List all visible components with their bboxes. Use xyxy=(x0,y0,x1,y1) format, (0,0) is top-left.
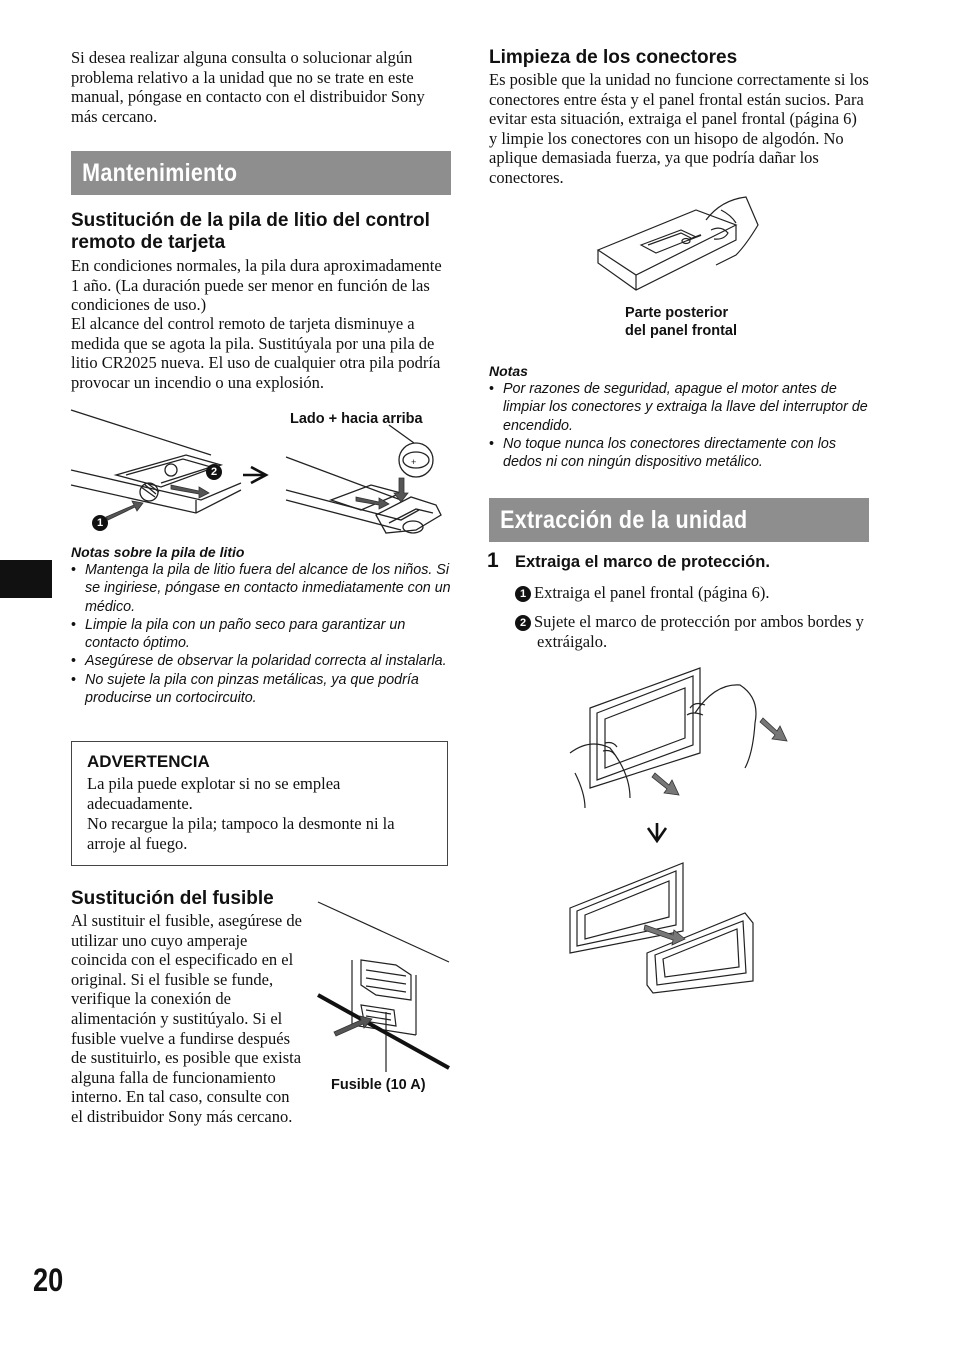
step-number: 1 xyxy=(487,549,499,572)
substep-2 xyxy=(515,612,892,651)
warning-line-1: La pila puede explotar si no se emplea adecuadamente. xyxy=(87,774,341,813)
list-item: • Limpie la pila con un paño seco para garantizar un contacto óptimo. xyxy=(71,616,456,653)
page-edge-tab xyxy=(0,560,52,598)
substep-2-text: Sujete el marco de protección por ambos bordes y extráigalo. xyxy=(534,612,864,651)
section-bar-mantenimiento xyxy=(71,151,451,195)
list-item: • Asegúrese de observar la polaridad correcta al instalarla. xyxy=(71,652,456,670)
warning-line-2: No recargue la pila; tampoco la desmonte ni la arroje al fuego. xyxy=(87,814,395,853)
list-item: • No toque nunca los conectores directamente con los dedos ni con ningún dispositivo metálico. xyxy=(489,435,874,472)
step1-marker: 1 xyxy=(92,514,111,532)
connectors-caption xyxy=(625,305,737,340)
battery-heading: Sustitución de la pila de litio del control remoto de tarjeta xyxy=(71,210,430,253)
fuse-heading: Sustitución del fusible xyxy=(71,888,274,909)
substep-2-marker: 2 xyxy=(515,615,531,631)
fuse-label: Fusible (10 A) xyxy=(331,1077,426,1093)
list-item: • No sujete la pila con pinzas metálicas, ya que podría producirse un cortocircuito. xyxy=(71,671,456,708)
list-item: • Por razones de seguridad, apague el motor antes de limpiar los conectores y extraiga la llave del interruptor de encendido. xyxy=(489,380,874,435)
section-title-extraction: Extracción de la unidad xyxy=(500,506,748,534)
svg-text:+: + xyxy=(411,457,417,467)
connectors-caption-line-1: Parte posterior xyxy=(625,305,729,321)
battery-notes-title: Notas sobre la pila de litio xyxy=(71,544,245,560)
step-title: Extraiga el marco de protección. xyxy=(515,553,770,571)
substep-1-marker: 1 xyxy=(515,586,531,602)
substep-1 xyxy=(515,583,870,603)
connectors-paragraph: Es posible que la unidad no funcione correctamente si los conectores entre ésta y el panel frontal están sucios. Para evitar esta situación, extraiga el panel frontal (página 6) y limpie los conectores con un hisopo de algodón. No aplique demasiada fuerza, ya que podría dañar los conectores. xyxy=(489,70,869,187)
battery-paragraph-2: El alcance del control remoto de tarjeta disminuye a medida que se agota la pila. Sustitúyala por una pila de litio CR2025 nueva. El uso de cualquier otra pila podría provocar un incendio o una explosión. xyxy=(71,314,441,392)
connectors-caption-line-2: del panel frontal xyxy=(625,322,737,339)
connectors-heading: Limpieza de los conectores xyxy=(489,47,738,68)
battery-replacement-figure xyxy=(71,405,451,540)
label-side-up: Lado + hacia arriba xyxy=(290,411,423,427)
fuse-figure xyxy=(316,900,451,1075)
frame-removal-figure xyxy=(565,663,795,998)
substep-1-text: Extraiga el panel frontal (página 6). xyxy=(534,583,770,602)
warning-title: ADVERTENCIA xyxy=(87,752,210,771)
fuse-paragraph: Al sustituir el fusible, asegúrese de utilizar uno cuyo amperaje coincida con el especificado en el original. Si el fusible se funde, verifique la conexión de alimentación y sustitúyalo. Si el fusible vuelve a fundirse después de sustituirlo, es posible que exista alguna falla de funcionamiento interno. En tal caso, consulte con el distribuidor Sony más cercano. xyxy=(71,911,302,1126)
section-title-mantenimiento: Mantenimiento xyxy=(82,159,238,187)
battery-paragraph-1: En condiciones normales, la pila dura aproximadamente 1 año. (La duración puede ser menor en función de las condiciones de uso.) xyxy=(71,256,442,315)
battery-notes-list xyxy=(71,561,456,707)
list-item: • Mantenga la pila de litio fuera del alcance de los niños. Si se ingiriese, póngase en contacto inmediatamente con un médico. xyxy=(71,561,456,616)
connectors-notes-title: Notas xyxy=(489,363,528,379)
section-bar-extraction xyxy=(489,498,869,542)
intro-paragraph: Si desea realizar alguna consulta o solucionar algún problema relativo a la unidad que no se trate en este manual, póngase en contacto con el distribuidor Sony más cercano. xyxy=(71,48,425,126)
page-number: 20 xyxy=(33,1262,64,1298)
connectors-notes-list xyxy=(489,380,874,471)
step2-marker: 2 xyxy=(206,463,225,481)
connectors-figure xyxy=(596,195,761,295)
warning-box xyxy=(71,741,448,866)
